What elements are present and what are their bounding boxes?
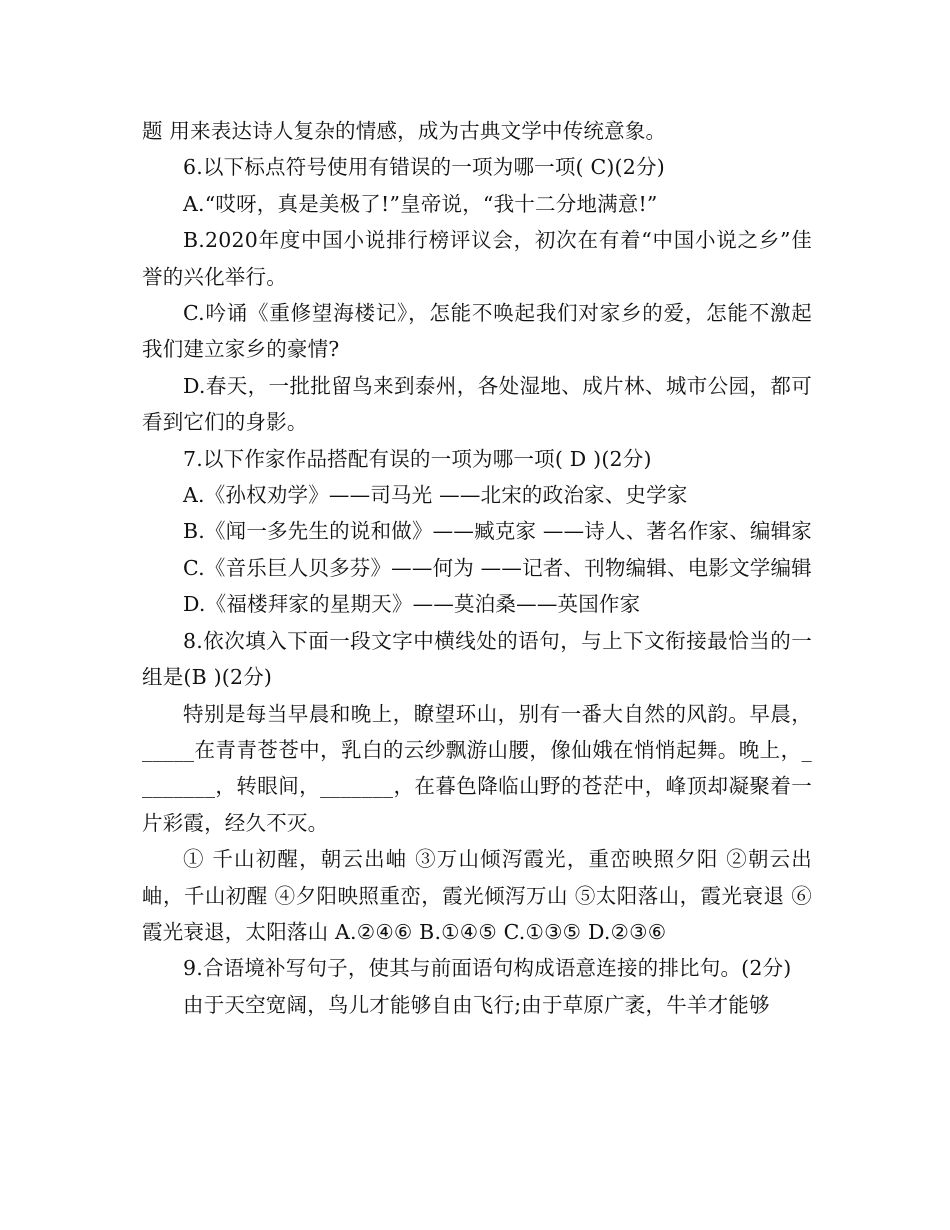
question-7-option-b: B.《闻一多先生的说和做》——臧克家 ——诗人、著名作家、编辑家 <box>183 519 812 544</box>
question-6-option-c: C.吟诵《重修望海楼记》，怎能不唤起我们对家乡的爱，怎能不激起我们建立家乡的豪情? <box>142 301 812 362</box>
question-6-stem: 6.以下标点符号使用有错误的一项为哪一项( C)(2分) <box>183 155 665 180</box>
question-8-passage: 特别是每当早晨和晚上，瞭望环山，别有一番大自然的风韵。早晨，_____在青青苍苍中，乳白的云纱飘游山腰，像仙娥在悄悄起舞。晚上，________，转眼间，_______，在暮色降临山野的苍茫中，峰顶却凝聚着一片彩霞，经久不灭。 <box>142 701 812 835</box>
question-8-options: ① 千山初醒，朝云出岫 ③万山倾泻霞光，重峦映照夕阳 ②朝云出岫，千山初醒 ④夕阳映照重峦，霞光倾泻万山 ⑤太阳落山，霞光衰退 ⑥霞光衰退，太阳落山 A.②④⑥ B.①④⑤ C.①③⑤ D.②③⑥ <box>142 847 812 944</box>
question-6-option-a: A.“哎呀，真是美极了!”皇帝说，“我十二分地满意!” <box>183 191 658 216</box>
question-8-stem: 8.依次填入下面一段文字中横线处的语句，与上下文衔接最恰当的一组是(B )(2分) <box>142 628 812 690</box>
question-7-stem: 7.以下作家作品搭配有误的一项为哪一项( D )(2分) <box>183 446 652 471</box>
question-6-option-b: B.2020年度中国小说排行榜评议会，初次在有着“中国小说之乡”佳誉的兴化举行。 <box>142 228 812 289</box>
question-7-option-d: D.《福楼拜家的星期天》——莫泊桑——英国作家 <box>183 592 641 617</box>
question-9-passage: 由于天空宽阔，鸟儿才能够自由飞行;由于草原广袤，牛羊才能够 <box>183 992 770 1017</box>
question-9-stem: 9.合语境补写句子，使其与前面语句构成语意连接的排比句。(2分) <box>183 956 792 981</box>
paragraph-continuation: 题 用来表达诗人复杂的情感，成为古典文学中传统意象。 <box>142 119 667 143</box>
question-6-option-d: D.春天，一批批留鸟来到泰州，各处湿地、成片林、城市公园，都可看到它们的身影。 <box>142 373 812 435</box>
document-page <box>142 113 812 1023</box>
question-7-option-c: C.《音乐巨人贝多芬》——何为 ——记者、刊物编辑、电影文学编辑 <box>183 555 812 580</box>
question-7-option-a: A.《孙权劝学》——司马光 ——北宋的政治家、史学家 <box>183 483 688 508</box>
